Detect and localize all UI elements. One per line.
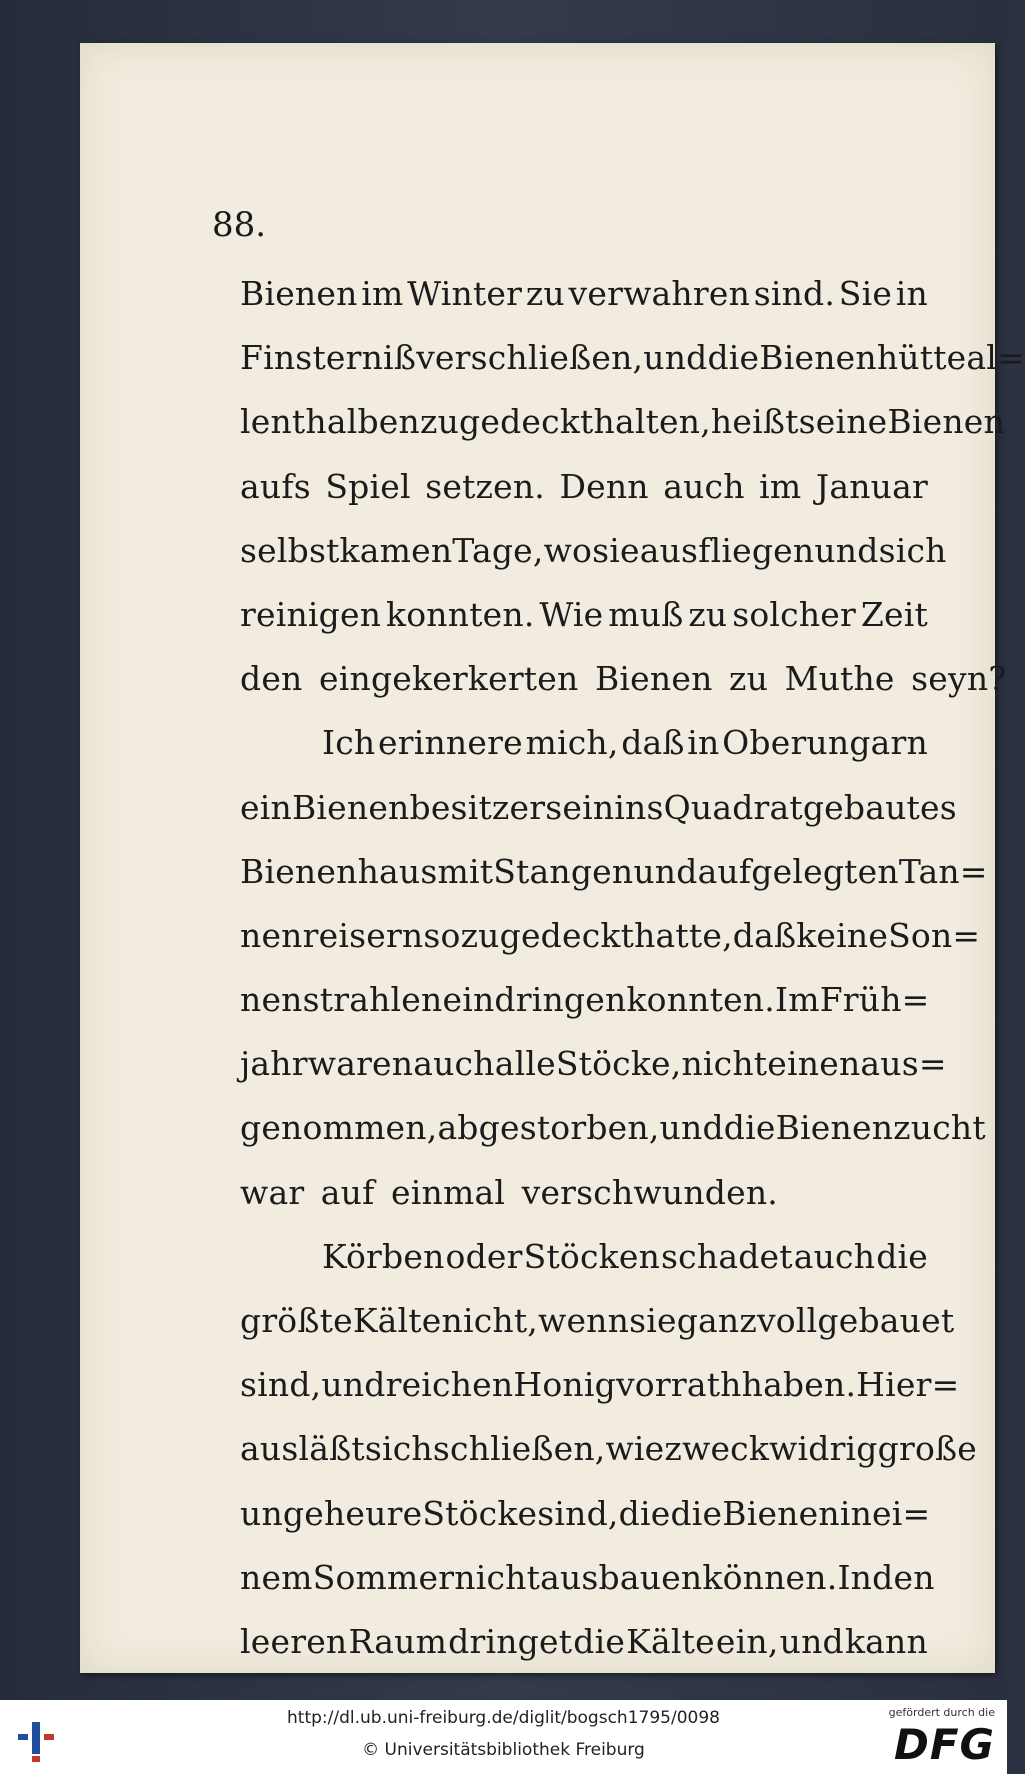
word: schadet xyxy=(661,1236,793,1276)
word: und xyxy=(779,1621,844,1661)
word: aufs xyxy=(240,466,311,506)
text-line xyxy=(240,1610,928,1674)
word: Stöcken xyxy=(523,1236,661,1276)
word: Muthe xyxy=(784,659,895,699)
word: kann xyxy=(844,1621,928,1661)
word: auf xyxy=(320,1172,375,1212)
word: Kälte xyxy=(626,1621,715,1661)
word: ausbauen xyxy=(540,1557,703,1597)
word: in xyxy=(687,723,720,763)
word: Bienen xyxy=(887,402,1005,442)
word: Spiel xyxy=(325,466,411,506)
footer-bar xyxy=(0,1700,1007,1774)
word: Bienen xyxy=(594,659,713,699)
word: die xyxy=(618,1493,671,1533)
word: eindringen xyxy=(442,980,627,1020)
word: keine xyxy=(796,915,889,955)
text-line xyxy=(240,390,1005,454)
word: gebautes xyxy=(802,787,957,827)
word: läßt xyxy=(298,1429,365,1469)
word: die xyxy=(876,1236,928,1276)
text-line xyxy=(240,1032,947,1096)
word: Sie xyxy=(838,274,893,313)
word: Stöcke, xyxy=(555,1044,682,1084)
word: Zeit xyxy=(860,594,928,634)
word: wo xyxy=(543,530,593,570)
word: gebauet xyxy=(817,1301,955,1340)
word: mit xyxy=(437,851,494,891)
text-line xyxy=(240,326,1025,390)
word: Sommer xyxy=(312,1557,455,1597)
word: waren xyxy=(307,1044,414,1084)
word: Körben xyxy=(322,1236,445,1276)
word: genommen, xyxy=(240,1108,438,1148)
word: sein xyxy=(545,787,615,827)
word: Hier= xyxy=(856,1365,960,1405)
body-text xyxy=(240,262,1025,1674)
word: Oberungarn xyxy=(722,723,928,763)
word: sind, xyxy=(240,1365,322,1405)
text-line xyxy=(240,519,947,583)
text-line xyxy=(240,1225,928,1289)
word: verschwunden. xyxy=(521,1172,778,1212)
word: Bienen xyxy=(240,274,358,313)
word: ein xyxy=(240,787,292,827)
word: Stöcke xyxy=(422,1493,538,1533)
word: ungeheure xyxy=(240,1493,423,1533)
word: nenreisern xyxy=(240,915,424,955)
word: einmal xyxy=(391,1172,506,1212)
word: oder xyxy=(445,1236,523,1276)
word: Denn xyxy=(559,466,649,506)
text-line xyxy=(240,1417,977,1481)
word: den xyxy=(240,659,303,699)
word: die xyxy=(573,1621,626,1661)
word: aufgelegten xyxy=(697,851,899,891)
word: zu xyxy=(729,659,769,699)
word: reichen xyxy=(385,1365,514,1405)
word: daß xyxy=(621,723,685,763)
word: alle xyxy=(494,1044,556,1084)
word: und xyxy=(321,1365,386,1405)
word: haben. xyxy=(741,1365,857,1405)
word: größte xyxy=(240,1301,353,1340)
dfg-logo: DFG xyxy=(893,1720,995,1769)
word: Bienenhaus xyxy=(240,851,438,891)
text-line xyxy=(240,840,988,904)
word: schließen, xyxy=(432,1429,606,1469)
text-line xyxy=(240,1482,931,1546)
word: solcher xyxy=(732,594,856,634)
word: zu xyxy=(688,594,728,634)
text-line xyxy=(240,776,957,840)
text-line xyxy=(240,647,1007,711)
word: so xyxy=(423,915,461,955)
word: wie xyxy=(605,1429,665,1469)
word: sich xyxy=(878,530,947,570)
word: den xyxy=(872,1557,935,1597)
word: und xyxy=(814,530,879,570)
word: Tage, xyxy=(452,530,544,570)
word: verwahren xyxy=(568,274,751,313)
word: zweckwidrig xyxy=(664,1429,878,1469)
word: Finsterniß xyxy=(240,338,417,378)
word: Raum xyxy=(348,1621,448,1661)
word: sich xyxy=(364,1429,433,1469)
text-line xyxy=(240,1289,955,1353)
word: heißt xyxy=(710,402,799,442)
word: die xyxy=(723,1108,776,1148)
word: verschließen, xyxy=(416,338,644,378)
word: Früh= xyxy=(819,980,930,1020)
word: Ich xyxy=(322,723,376,763)
word: in xyxy=(839,1493,873,1533)
word: ein, xyxy=(715,1621,779,1661)
text-line xyxy=(240,583,928,647)
word: nicht xyxy=(681,1044,768,1084)
word: sind. xyxy=(753,274,836,313)
word: in xyxy=(895,274,928,313)
word: die xyxy=(707,338,760,378)
word: und xyxy=(643,338,708,378)
text-line xyxy=(240,455,928,519)
text-line xyxy=(240,1353,960,1417)
word: große xyxy=(877,1429,977,1469)
word: Tan= xyxy=(898,851,988,891)
text-line xyxy=(240,1096,986,1160)
word: die xyxy=(670,1493,723,1533)
word: halten, xyxy=(593,402,711,442)
word: reinigen xyxy=(240,594,382,634)
word: al= xyxy=(966,338,1025,378)
word: lenthalben xyxy=(240,402,420,442)
word: erinnere xyxy=(378,723,523,763)
word: abgestorben, xyxy=(437,1108,660,1148)
word: kamen xyxy=(339,530,453,570)
word: im xyxy=(361,274,404,313)
word: zu xyxy=(525,274,565,313)
word: nicht xyxy=(454,1557,541,1597)
word: dringet xyxy=(448,1621,573,1661)
word: muß xyxy=(608,594,684,634)
word: Quadrat xyxy=(663,787,803,827)
word: setzen. xyxy=(425,466,545,506)
word: Bienenbesitzer xyxy=(291,787,546,827)
word: Bienenzucht xyxy=(775,1108,986,1148)
word: konnten. xyxy=(626,980,775,1020)
text-line xyxy=(240,1546,935,1610)
word: Im xyxy=(774,980,820,1020)
word: nicht, xyxy=(441,1301,538,1340)
word: ins xyxy=(614,787,664,827)
word: können. xyxy=(702,1557,838,1597)
word: eingekerkerten xyxy=(319,659,579,699)
word: und xyxy=(633,851,698,891)
word: mich, xyxy=(525,723,619,763)
text-line xyxy=(240,904,981,968)
word: Bienenhütte xyxy=(759,338,967,378)
word: selbst xyxy=(240,530,340,570)
word: Kälte xyxy=(352,1301,442,1340)
word: daß xyxy=(732,915,797,955)
word: voll xyxy=(756,1301,818,1340)
word: im xyxy=(759,466,802,506)
word: zugedeckt xyxy=(460,915,635,955)
word: leeren xyxy=(240,1621,348,1661)
word: ausfliegen xyxy=(639,530,815,570)
word: Honigvorrath xyxy=(513,1365,742,1405)
word: und xyxy=(659,1108,724,1148)
word: jahr xyxy=(240,1044,308,1084)
word: hatte, xyxy=(634,915,733,955)
text-line xyxy=(240,1161,928,1225)
word: auch xyxy=(663,466,745,506)
word: Son= xyxy=(888,915,981,955)
word: wenn xyxy=(538,1301,630,1340)
word: nem xyxy=(240,1557,313,1597)
word: war xyxy=(240,1172,305,1212)
word: ganz xyxy=(676,1301,757,1340)
word: Wie xyxy=(539,594,604,634)
word: Bienen xyxy=(722,1493,840,1533)
text-line xyxy=(240,968,928,1032)
funding-note: gefördert durch die xyxy=(888,1706,995,1719)
word: aus= xyxy=(860,1044,947,1084)
word: sie xyxy=(629,1301,677,1340)
word: nenstrahlen xyxy=(240,980,443,1020)
word: seine xyxy=(798,402,888,442)
permalink[interactable]: http://dl.ub.uni-freiburg.de/diglit/bogsch1795/0098 xyxy=(287,1708,720,1728)
word: auch xyxy=(413,1044,495,1084)
word: Winter xyxy=(407,274,523,313)
copyright-notice: © Universitätsbibliothek Freiburg xyxy=(362,1740,645,1760)
text-line xyxy=(240,711,928,775)
word: sie xyxy=(592,530,640,570)
text-line xyxy=(240,262,928,326)
word: zugedeckt xyxy=(420,402,594,442)
word: sind, xyxy=(537,1493,619,1533)
word: ei= xyxy=(872,1493,931,1533)
page-number: 88. xyxy=(212,205,267,245)
word: seyn? xyxy=(911,659,1007,699)
word: auch xyxy=(793,1236,876,1276)
word: Stangen xyxy=(493,851,634,891)
word: In xyxy=(837,1557,873,1597)
word: aus xyxy=(240,1429,299,1469)
word: einen xyxy=(767,1044,861,1084)
word: konnten. xyxy=(386,594,535,634)
word: Januar xyxy=(815,466,928,506)
